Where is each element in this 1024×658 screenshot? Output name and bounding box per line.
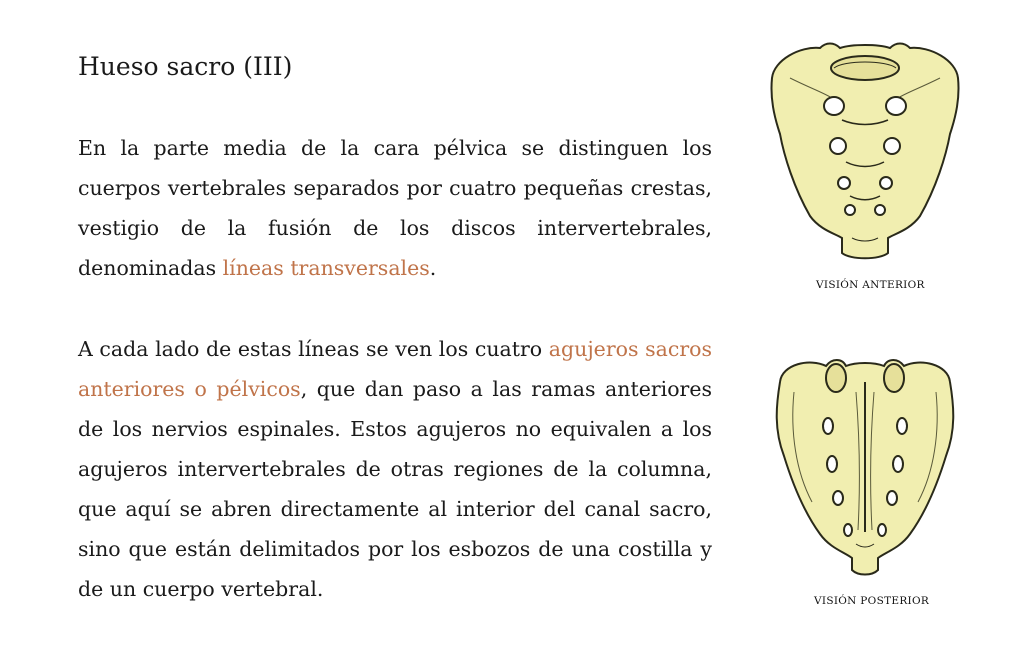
caption-anterior: VISIÓN ANTERIOR [816, 279, 925, 291]
foramen-posterior-3-left [833, 491, 843, 505]
foramen-anterior-3-left [838, 177, 850, 189]
term-lineas-transversales: líneas transversales [222, 256, 430, 280]
foramen-posterior-1-right [897, 418, 907, 434]
sacral-promontory [831, 56, 899, 80]
foramen-anterior-1-right [886, 97, 906, 115]
foramen-anterior-4-right [875, 205, 885, 215]
paragraph-sacral-foramina [78, 329, 712, 609]
foramen-anterior-2-left [830, 138, 846, 154]
superior-articular-process-left [826, 364, 846, 392]
paragraph1-text-before: En la parte media de la cara pélvica se distinguen los cuerpos vertebrales separados por cuatro pequeñas crestas, vestigio de la fusión de los discos intervertebrales, denominadas [78, 136, 712, 280]
sacrum-posterior-illustration [760, 352, 970, 577]
foramen-posterior-2-left [827, 456, 837, 472]
paragraph2-text-after: , que dan paso a las ramas anteriores de los nervios espinales. Estos agujeros no equivalen a los agujeros intervertebrales de otras regiones de la columna, que aquí se abren directamente al interior del canal sacro, sino que están delimitados por los esbozos de una costilla y de un cuerpo vertebral. [78, 377, 712, 601]
term-agujeros-sacros: agujeros sacros anteriores o pélvicos [78, 337, 712, 401]
paragraph1-text-after: . [429, 256, 437, 280]
foramen-anterior-3-right [880, 177, 892, 189]
foramen-posterior-1-left [823, 418, 833, 434]
foramen-anterior-2-right [884, 138, 900, 154]
foramen-anterior-1-left [824, 97, 844, 115]
foramen-posterior-4-right [878, 524, 886, 536]
foramen-posterior-3-right [887, 491, 897, 505]
paragraph-pelvic-surface [78, 128, 712, 288]
caption-posterior: VISIÓN POSTERIOR [814, 595, 930, 607]
page-title: Hueso sacro (III) [78, 52, 293, 81]
superior-articular-process-right [884, 364, 904, 392]
sacrum-anterior-illustration [760, 38, 970, 263]
foramen-posterior-2-right [893, 456, 903, 472]
foramen-posterior-4-left [844, 524, 852, 536]
foramen-anterior-4-left [845, 205, 855, 215]
paragraph2-text-before: A cada lado de estas líneas se ven los cuatro [78, 337, 549, 361]
